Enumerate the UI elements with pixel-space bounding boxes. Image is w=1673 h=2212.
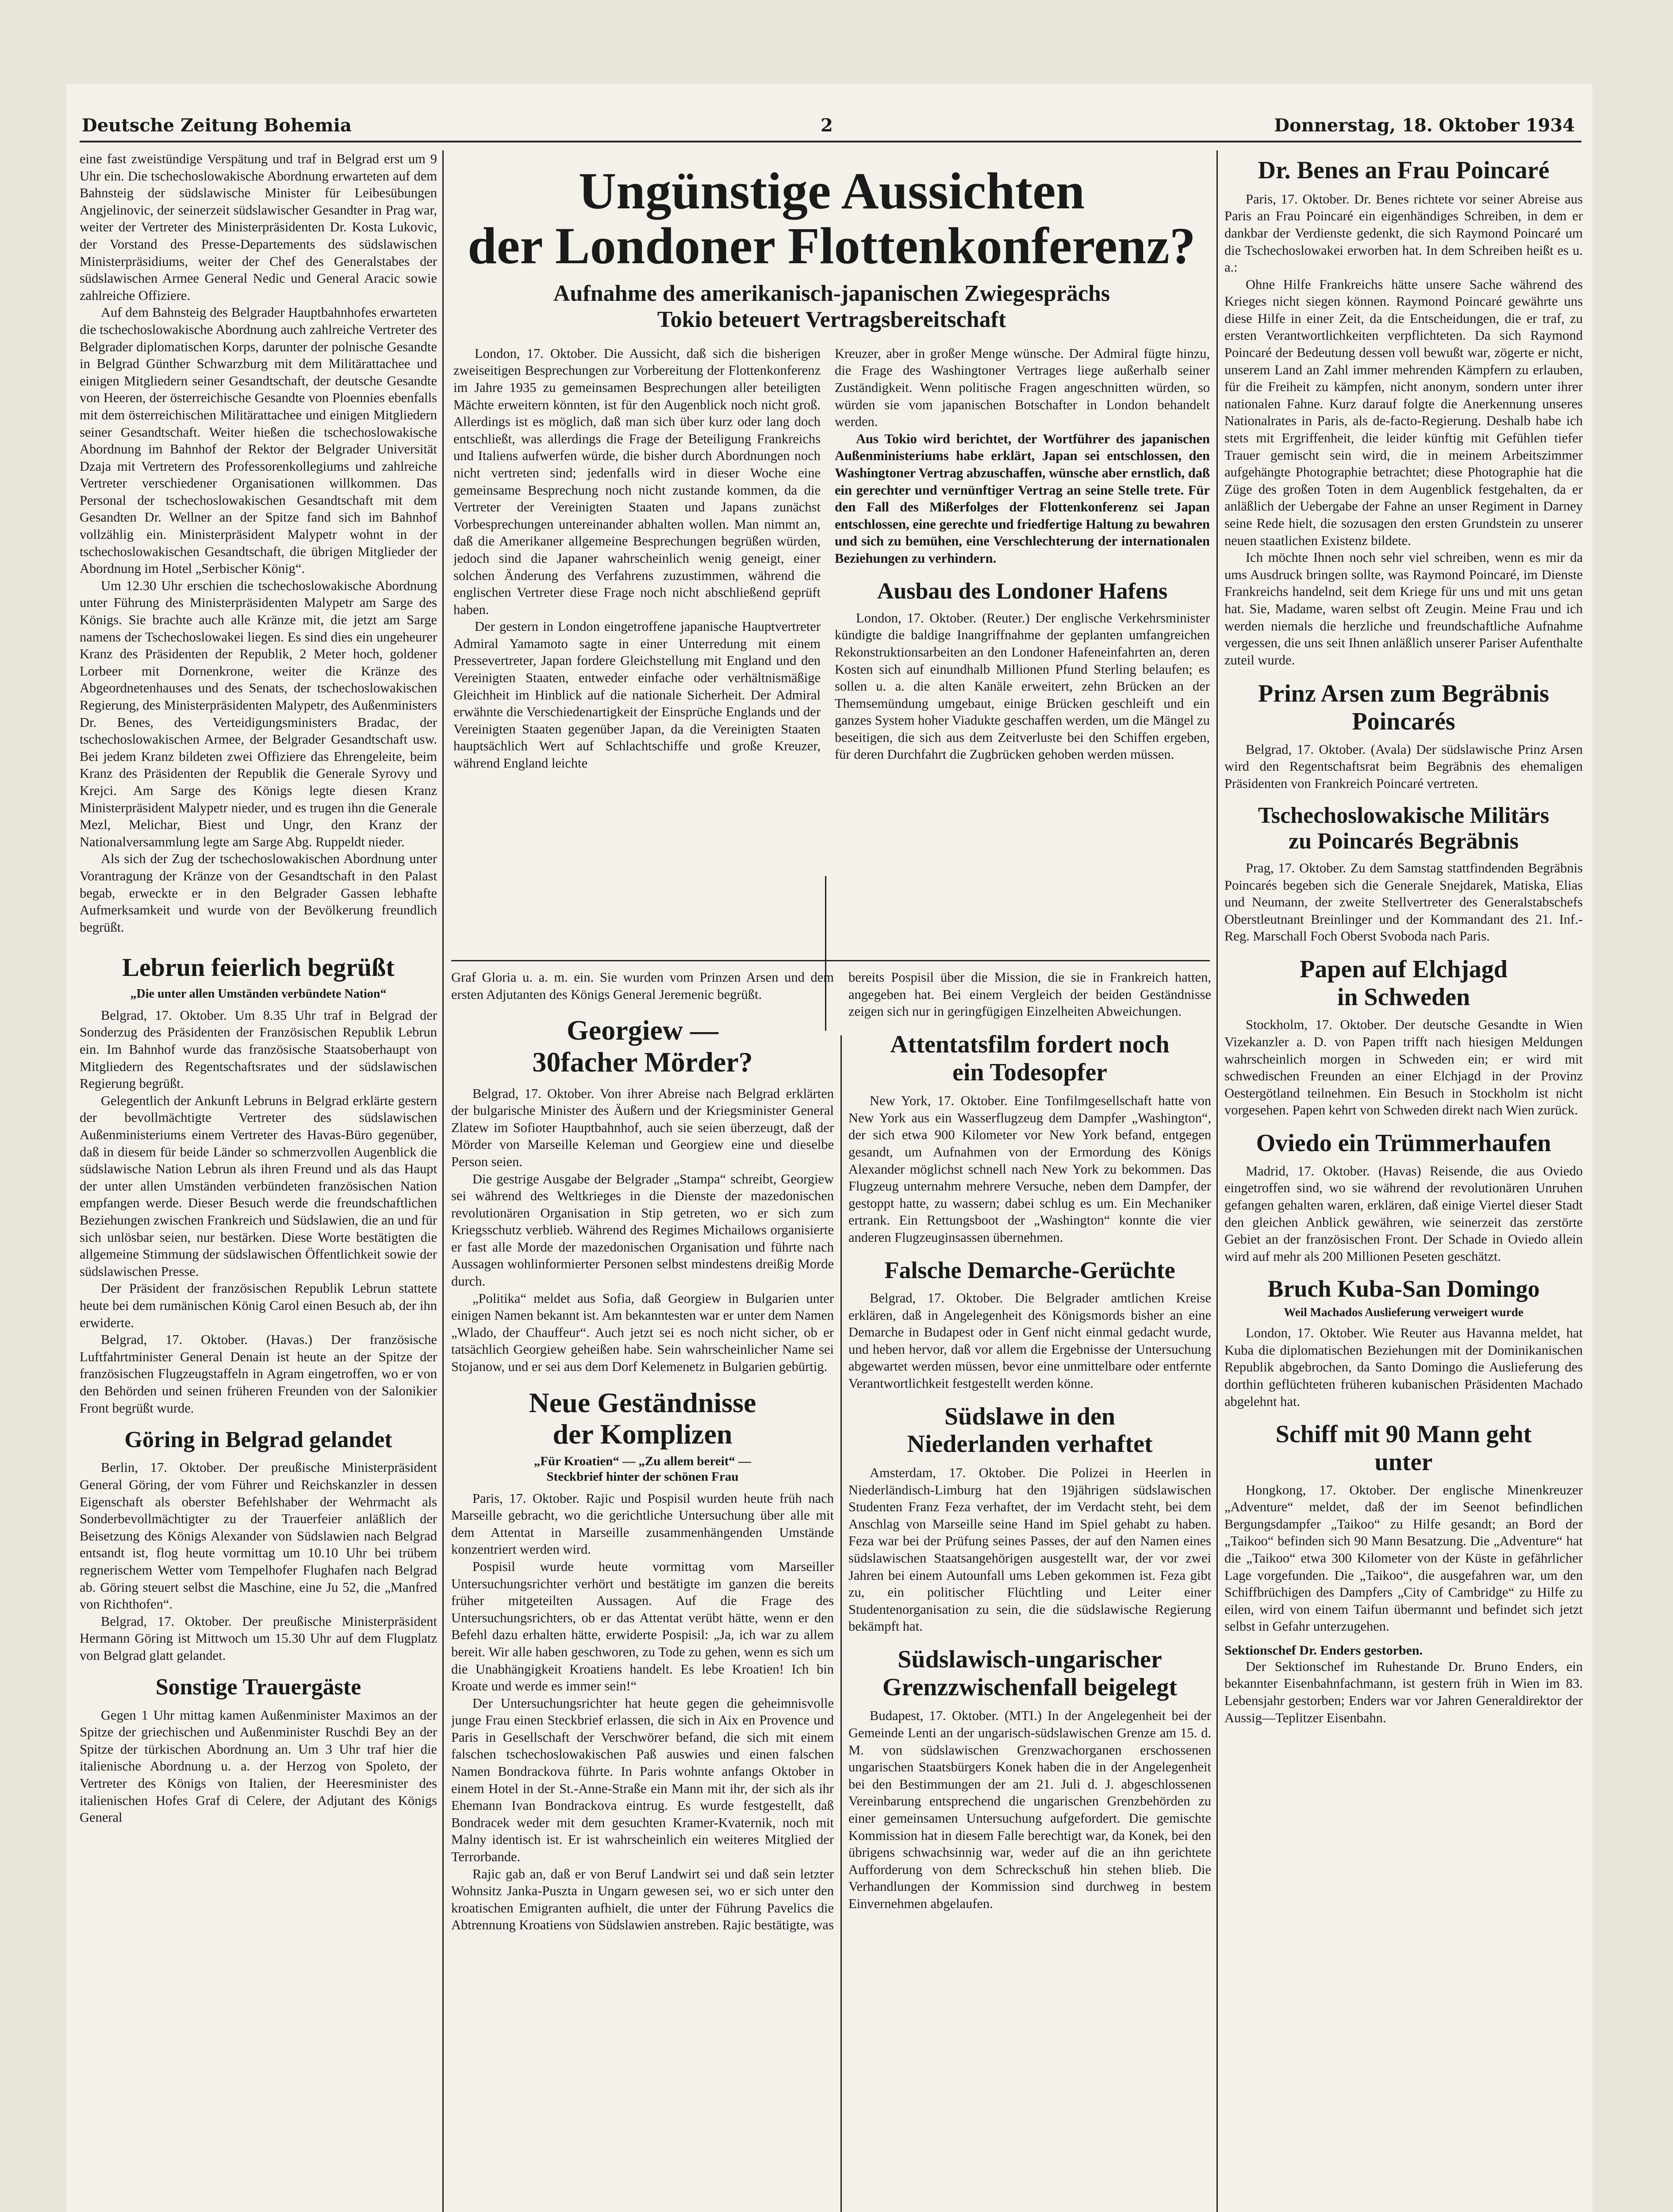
lead-subheadline-2: Tokio beteuert Vertragsbereitschaft	[657, 307, 1006, 332]
article-text: London, 17. Oktober. Wie Reuter aus Havanna meldet, hat Kuba die diplomatischen Beziehungen mit der Dominikanischen Republik abgebrochen, da Santo Domingo die Auslieferung des dorthin geflüchteten früheren kubanischen Präsidenten Machado abgelehnt hat.	[1224, 1325, 1583, 1409]
article-text: bereits Pospisil über die Mission, die sie in Frankreich hatten, angegeben hat. Bei einem Vergleich der beiden Geständnisse zeigen sich nur in geringfügigen Einzelheiten Abweichungen.	[848, 970, 1211, 1019]
column-3	[848, 969, 1211, 2212]
lead-subheadline-1: Aufnahme des amerikanisch-japanischen Zwiegesprächs	[553, 280, 1110, 306]
article-text: Belgrad, 17. Oktober. Der preußische Ministerpräsident Hermann Göring ist Mittwoch um 15.30 Uhr auf dem Flugplatz von Belgrad glatt gelandet.	[80, 1613, 437, 1663]
subheadline-komplizen-2: Steckbrief hinter der schönen Frau	[546, 1469, 739, 1484]
article-text: Budapest, 17. Oktober. (MTI.) In der Angelegenheit bei der Gemeinde Lenti an der ungarisch-südslawischen Grenze am 15. d. M. von südslawischen Grenzwachorganen erschossenen ungarischen Staatsbürgers Konek haben die in der Angelegenheit bei den Bestimmungen der am 21. Juli d. J. abgeschlossenen Vereinbarung entsprechend die ungarischen Grenzbehörden zu einer gemeinsamen Untersuchung aufgefordert. Die gemischte Kommission hat in diesem Falle berechtigt war, da Konek, bei den übrigens schwachsinnig war, weder auf die an ihn gerichtete Aufforderung von dem Schreckschuß hin stehen blieb. Die Verhandlungen der Kommission sind durchweg in bestem Einvernehmen abgelaufen.	[848, 1708, 1211, 1911]
headline-suedslawe-2: Niederlanden verhaftet	[907, 1430, 1153, 1458]
article-text: Um 12.30 Uhr erschien die tschechoslowakische Abordnung unter Führung des Ministerpräsidenten Malypetr am Sarge des Königs. Sie brachte auch alle Kränze mit, die jetzt am Sarge namens der Tschechoslowakei liegen. Es sind dies ein ungeheurer Kranz des Präsidenten der Republik, 2 Meter hoch, goldener Lorbeer mit Dornenkrone, weiter die Kränze des Abgeordnetenhauses und des Senats, der tschechoslowakischen Regierung, des Ministerpräsidenten Malypetr, des Außenministers Dr. Benes, des Verteidigungsministers Bradac, der tschechoslowakischen Armee, der Belgrader Gesandtschaft usw. Bei jedem Kranz bildeten zwei Offiziere das Ehrengeleite, beim Kranz des Präsidenten der Republik die Generale Syrovy und Krejci. Am Sarge des Königs legte diesen Kranz Ministerpräsident Malypetr nieder, und es trugen ihn die Generale Mezl, Melichar, Biest und Ungr, den Kranz der Nationalversammlung legte am Sarge Abg. Ruppeldt nieder.	[80, 578, 437, 849]
article-text: New York, 17. Oktober. Eine Tonfilmgesellschaft hatte von New York aus ein Wasserflugzeug dem Dampfer „Washington“, der sich etwa 900 Kilometer vor New York befand, entgegen gesandt, um Aufnahmen von der Ermordung des Königs Alexander möglichst schnell nach New York zu bekommen. Das Flugzeug unternahm mehrere Versuche, neben dem Dampfer, der gestoppt hatte, zu wassern; dabei schlug es um. Ein Mechaniker ertrank. Ein Rettungsboot der „Washington“ konnte die vier anderen Flugzeuginsassen übernehmen.	[848, 1093, 1211, 1245]
headline-arsen-2: Poincarés	[1352, 708, 1455, 736]
headline-trauergaeste: Sonstige Trauergäste	[155, 1674, 361, 1700]
article-text: Gelegentlich der Ankunft Lebruns in Belgrad erklärte gestern der bevollmächtigte Vertreter des südslawischen Außenministeriums einem Vertreter des Havas-Büro gegenüber, daß in diesem für beide Länder so schmerzvollen Augenblick die südslawische Nation Lebrun als ihren Freund und als das Haupt der unter allen Umständen verbündeten französischen Nation empfangen werde. Dieser Besuch werde die freundschaftlichen Beziehungen zwischen Frankreich und Südslawien, die an und für sich unlösbar seien, nur bestärken. Diese Worte bestätigten die allgemeine Stimmung der südslawischen Öffentlichkeit sowie der südslawischen Presse.	[80, 1093, 437, 1279]
article-text: Belgrad, 17. Oktober. Von ihrer Abreise nach Belgrad erklärten der bulgarische Minister des Äußern und der Kriegsminister General Zlatew im Sofioter Hauptbahnhof, auch sie seien überzeugt, daß der Mörder von Marseille Keleman und Georgiew eine und dieselbe Person seien.	[451, 1086, 834, 1169]
article-text: Der Präsident der französischen Republik Lebrun stattete heute bei dem rumänischen König Carol einen Besuch ab, der ihn erwiderte.	[80, 1281, 437, 1330]
subheadline-lebrun: „Die unter allen Umständen verbündete Nation“	[130, 987, 387, 1001]
headline-benes: Dr. Benes an Frau Poincaré	[1258, 157, 1550, 184]
article-text: Kreuzer, aber in großer Menge wünsche. Der Admiral fügte hinzu, die Frage des Washingtoner Vertrages liege außerhalb seiner Zuständigkeit. Wenn politische Fragen angeschnitten würden, so würden sie vom japanischen Botschafter in London behandelt werden.	[835, 346, 1210, 430]
article-text: Auf dem Bahnsteig des Belgrader Hauptbahnhofes erwarteten die tschechoslowakische Abordnung auch zahlreiche Vertreter des Belgrader diplomatischen Korps, darunter der polnische Gesandte in Belgrad Günther Schwarzburg mit dem Militärattachee und einigen Mitgliedern seiner Gesandtschaft, der deutsche Gesandte von Heeren, der österreichische Gesandte von Ploennies ebenfalls mit dem österreichischen Militärattachee und einigen Mitgliedern seiner Gesandtschaft. Weiter hießen die tschechoslowakische Abordnung im Bahnhof der Rektor der Belgrader Universität Dzaja mit Vertretern des Professorenkollegiums und zahlreiche Vertreter verschiedener Organisationen willkommen. Das Personal der tschechoslowakischen Gesandtschaft mit dem Gesandten Dr. Wellner an der Spitze fand sich im Bahnhof vollzählig ein. Ministerpräsident Malypetr wohnt in der tschechoslowakischen Gesandtschaft, die übrigen Mitglieder der Abordnung im Hotel „Serbischer König“.	[80, 305, 437, 576]
column-2	[451, 969, 834, 2212]
headline-arsen-1: Prinz Arsen zum Begräbnis	[1258, 680, 1549, 708]
lead-headline-line-1: Ungünstige Aussichten	[578, 162, 1085, 220]
lead-story	[453, 150, 1210, 956]
headline-grenz-1: Südslawisch-ungarischer	[898, 1645, 1162, 1673]
headline-schiff-2: unter	[1374, 1448, 1433, 1476]
article-text: Ohne Hilfe Frankreichs hätte unsere Sache während des Krieges nicht siegen können. Raymond Poincaré gewährte uns diese Hilfe in einer Zeit, da die Entscheidungen, die er traf, zu ersten Verantwortlichkeiten verpflichteten. Da sich Raymond Poincaré der Bedeutung dessen voll bewußt war, zögerte er nicht, unserem Land an Zahl immer mehrenden Kämpfern zu erlauben, für die Freiheit zu kämpfen, nicht anonym, sondern unter ihrer nationalen Fahne. Kurz darauf folgte die Anerkennung unseres Nationalrates in Paris, als de-facto-Regierung. Deshalb habe ich stets mit Ergriffenheit, die leider künftig mit Gefühlen tiefer Trauer gemischt sein wird, die in meinem Arbeitszimmer aufgehängte Photographie betrachtet; diese Photographie hat die Züge des großen Toten in dem Augenblick festgehalten, da er anläßlich der Uebergabe der Fahne an unser Regiment in Darney seine Rede hielt, die sozusagen den ersten Grundstein zu unserer neuen staatlichen Existenz bildete.	[1224, 276, 1583, 548]
article-text: Aus Tokio wird berichtet, der Wortführer des japanischen Außenministeriums habe erklärt, Japan sei entschlossen, den Washingtoner Vertrag abzuschaffen, wünsche aber ernstlich, daß ein gerechter und vernünftiger Vertrag an seine Stelle trete. Für den Fall des Mißerfolges der Flottenkonferenz sei Japan entschlossen, eine gerechte und friedfertige Haltung zu bewahren und sich zu bemühen, eine Verschlechterung der internationalen Beziehungen zu verhindern.	[835, 431, 1210, 566]
article-text: Ich möchte Ihnen noch sehr viel schreiben, wenn es mir da ums Ausdruck bringen sollte, was Raymond Poincaré, im Dienste Frankreichs handelnd, seit dem Kriege für uns und mit uns getan hat. Sie, Madame, waren selbst oft Zeugin. Meine Frau und ich werden niemals die herzliche und freundschaftliche Aufnahme vergessen, die uns seit Ihnen anläßlich unserer Pariser Aufenthalte zuteil wurde.	[1224, 550, 1583, 668]
article-text: Der gestern in London eingetroffene japanische Hauptvertreter Admiral Yamamoto sagte in einer Unterredung mit einem Pressevertreter, Japan fordere Gleichstellung mit England und den Vereinigten Staaten, entweder einfache oder verhältnismäßige Gleichheit im Hinblick auf die nationale Sicherheit. Der Admiral erwähnte die Verschiedenartigkeit der Einsprüche Englands und der Vereinigten Staaten gegenüber Japan, da die Vereinigten Staaten hauptsächlich Wert auf Schlachtschiffe und große Kreuzer, während England leichte	[453, 619, 821, 771]
column-1	[80, 150, 437, 2212]
article-text: eine fast zweistündige Verspätung und traf in Belgrad erst um 9 Uhr ein. Die tschechoslowakische Abordnung erwarteten auf dem Bahnsteig der südslawische Minister für Leibesübungen Angjelinovic, der seinerzeit südslawischer Gesandter in Prag war, weiter der Vertreter des Ministerpräsidenten Dr. Kosta Lukovic, der Vorstand des Presse-Departements des südslawischen Ministerpräsidiums, weiter der Chef des Generalstabes der südslawischen Armee General Nedic und General Aracic sowie zahlreiche Offiziere.	[80, 151, 437, 303]
issue-date: Donnerstag, 18. Oktober 1934	[1274, 115, 1575, 136]
headline-papen-1: Papen auf Elchjagd	[1300, 956, 1508, 983]
article-text: Prag, 17. Oktober. Zu dem Samstag stattfindenden Begräbnis Poincarés begeben sich die Generale Snejdarek, Matiska, Elias und Neumann, der zweite Stellvertreter des Generalstabschefs Oberstleutnant Breinlinger und der Kommandant des 21. Inf.-Reg. Marschall Foch Oberst Svoboda nach Paris.	[1224, 860, 1583, 944]
article-text: Hongkong, 17. Oktober. Der englische Minenkreuzer „Adventure“ meldet, daß der im Seenot befindlichen Bergungsdampfer „Taikoo“ zu Hilfe gesandt; an Bord der „Taikoo“ befinden sich 90 Mann Besatzung. Die „Adventure“ hat die „Taikoo“ etwa 300 Kilometer von der Küste in gefährlicher Lage vorgefunden. Die „Taikoo“, die ausgefahren war, um den Schiffbrüchigen des Dampfers „City of Cambridge“ zu Hilfe zu eilen, wird von einem Taifun übermannt und befindet sich jetzt selbst in Gefahr unterzugehen.	[1224, 1482, 1583, 1634]
article-text: Pospisil wurde heute vormittag vom Marseiller Untersuchungsrichter verhört und bestätigte im ganzen die bereits früher mitgeteilten Aussagen. Auf die Frage des Untersuchungsrichters, ob er das Attentat verübt hätte, wenn er den Befehl dazu erhalten hätte, erwiderte Pospisil: „Ja, ich war zu allem bereit. Wir alle haben geschworen, zu Tode zu gehen, wenn es sich um die Unabhängigkeit Kroatiens handelt. Es lebe Kroatien! Ich bin Kroate und werde es immer sein!“	[451, 1559, 834, 1694]
lead-bottom-rule	[451, 960, 1210, 961]
article-text: Der Untersuchungsrichter hat heute gegen die geheimnisvolle junge Frau einen Steckbrief erlassen, die sich in Aix en Provence und Paris in Gesellschaft der Verschwörer befand, die sich mit einem falschen tschechoslowakischen Paß auswies und einen falschen Namen Bondrackova führte. In Paris wohnte anfangs Oktober in einem Hotel in der St.-Anne-Straße ein Mann mit ihr, der sich als ihr Ehemann Ivan Bondrackova eintrug. Es wurde festgestellt, daß Bondracek weder mit dem gesuchten Kramer-Kvaternik, noch mit Malny identisch ist. Er ist wahrscheinlich ein weiteres Mitglied der Terrorbande.	[451, 1695, 834, 1865]
headline-film-2: ein Todesopfer	[952, 1058, 1108, 1086]
headline-militaers-1: Tschechoslowakische Militärs	[1258, 803, 1550, 828]
article-text: Madrid, 17. Oktober. (Havas) Reisende, die aus Oviedo eingetroffen sind, wo sie während der revolutionären Unruhen gefangen gehalten waren, erklären, daß einige Viertel dieser Stadt den gleichen Anblick gewähren, wie seinerzeit das zerstörte Gebiet an der französischen Front. Der Schade in Oviedo allein wird auf mehr als 200 Millionen Peseten geschätzt.	[1224, 1163, 1583, 1264]
article-text: Gegen 1 Uhr mittag kamen Außenminister Maximos an der Spitze der griechischen und Außenminister Ruschdi Bey an der Spitze der türkischen Abordnung an. Um 3 Uhr traf hier die italienische Abordnung u. a. der Herzog von Spoleto, der Vertreter des Königs von Italien, der Heeresminister des italienischen Hofes Graf di Celere, der Adjutant des Königs General	[80, 1707, 437, 1825]
headline-enders: Sektionschef Dr. Enders gestorben.	[1224, 1643, 1423, 1658]
column-rule-2	[840, 1035, 842, 2212]
article-text: Belgrad, 17. Oktober. (Avala) Der südslawische Prinz Arsen wird den Regentschaftsrat beim Begräbnis des ehemaligen Präsidenten von Frankreich Poincaré vertreten.	[1224, 741, 1583, 791]
headline-grenz-2: Grenzzwischenfall beigelegt	[882, 1673, 1178, 1701]
article-text: Der Sektionschef im Ruhestande Dr. Bruno Enders, ein bekannter Eisenbahnfachmann, ist gestern früh in Wien im 83. Lebensjahr gestorben; Enders war vor Jahren Generaldirektor der Aussig—Teplitzer Eisenbahn.	[1224, 1659, 1583, 1725]
headline-kuba: Bruch Kuba-San Domingo	[1267, 1275, 1540, 1302]
article-text: Paris, 17. Oktober. Dr. Benes richtete vor seiner Abreise aus Paris an Frau Poincaré ein eigenhändiges Schreiben, in dem er dankbar der Verdienste gedenkt, die sich Raymond Poincaré um die Tschechoslowakei erworben hat. In dem Schreiben heißt es u. a.:	[1224, 191, 1583, 275]
article-text: Rajic gab an, daß er von Beruf Landwirt sei und daß sein letzter Wohnsitz Janka-Puszta in Ungarn gewesen sei, wo er sich unter den kroatischen Emigranten aufhielt, die unter der Führung Pavelics die Abtrennung Kroatiens von Südslawien anstreben. Rajic bestätigte, was	[451, 1866, 834, 1933]
newspaper-page	[66, 84, 1592, 2212]
article-text: Als sich der Zug der tschechoslowakischen Abordnung unter Vorantragung der Kränze von der Gesandtschaft in den Palast begab, erweckte er in den Belgrader Gassen lebhafte Aufmerksamkeit und wurde von der Bevölkerung freundlich begrüßt.	[80, 851, 437, 935]
article-text: Paris, 17. Oktober. Rajic und Pospisil wurden heute früh nach Marseille gebracht, wo die gerichtliche Untersuchung über alle mit dem Attentat in Marseille zusammenhängenden Umstände konzentriert werden wird.	[451, 1490, 834, 1557]
page-number: 2	[821, 115, 833, 136]
column-4	[1224, 150, 1583, 2212]
article-text: Berlin, 17. Oktober. Der preußische Ministerpräsident General Göring, der vom Führer und Reichskanzler in dessen Eigenschaft als oberster Befehlshaber der Wehrmacht als Sonderbevollmächtigter zu der Trauerfeier anläßlich der Beisetzung des Königs Alexander von Südslawien nach Belgrad entsandt ist, flog heute vormittag um 10.10 Uhr bei trübem regnerischem Wetter vom Tempelhofer Flughafen nach Belgrad ab. Göring steuert selbst die Maschine, eine Ju 52, die „Manfred von Richthofen“.	[80, 1460, 437, 1612]
lead-headline-line-2: der Londoner Flottenkonferenz?	[468, 216, 1196, 275]
headline-goering: Göring in Belgrad gelandet	[124, 1427, 392, 1453]
headline-film-1: Attentatsfilm fordert noch	[890, 1030, 1170, 1058]
article-text: Belgrad, 17. Oktober. Um 8.35 Uhr traf in Belgrad der Sonderzug des Präsidenten der Französischen Republik Lebrun ein. Im Bahnhof wurde das französische Staatsoberhaupt von Mitgliedern des Regentschaftsrates und der südslawischen Regierung begrüßt.	[80, 1007, 437, 1091]
headline-suedslawe-1: Südslawe in den	[944, 1402, 1115, 1430]
article-text: Graf Gloria u. a. m. ein. Sie wurden vom Prinzen Arsen und dem ersten Adjutanten des Königs General Jeremenic begrüßt.	[451, 970, 834, 1002]
lead-col-b	[835, 345, 1210, 763]
article-text: „Politika“ meldet aus Sofia, daß Georgiew in Bulgarien unter einigen Namen bekannt ist. Am bekanntesten war er unter dem Namen „Wlado, der Chauffeur“. Auch jetzt sei es noch nicht sicher, ob er tatsächlich Georgiew geheißen habe. Sein wahrscheinlicher Name sei Stojanow, und er sei aus dem Dorf Kelemenetz in Bulgarien gebürtig.	[451, 1290, 834, 1375]
headline-schiff-1: Schiff mit 90 Mann geht	[1275, 1421, 1532, 1448]
paper-name: Deutsche Zeitung Bohemia	[82, 115, 352, 136]
header-rule	[80, 141, 1581, 142]
lead-col-a	[453, 345, 821, 772]
headline-papen-2: in Schweden	[1337, 983, 1470, 1011]
headline-oviedo: Oviedo ein Trümmerhaufen	[1256, 1129, 1551, 1157]
article-text: Stockholm, 17. Oktober. Der deutsche Gesandte in Wien Vizekanzler a. D. von Papen trifft nach hiesigen Meldungen wahrscheinlich morgen in Schweden ein; er wird mit schwedischen Freunden an einer Elchjagd in der Provinz Oestergötland teilnehmen. Ein Besuch in Stockholm ist nicht vorgesehen. Papen kehrt von Schweden direkt nach Wien zurück.	[1224, 1017, 1583, 1118]
subheadline-kuba: Weil Machados Auslieferung verweigert wurde	[1284, 1305, 1523, 1319]
headline-georgiew-2: 30facher Mörder?	[532, 1046, 753, 1078]
headline-militaers-2: zu Poincarés Begräbnis	[1289, 828, 1519, 854]
headline-demarche: Falsche Demarche-Gerüchte	[884, 1256, 1175, 1283]
headline-lebrun: Lebrun feierlich begrüßt	[122, 953, 395, 982]
article-text: Amsterdam, 17. Oktober. Die Polizei in Heerlen in Niederländisch-Limburg hat den 19jährigen südslawischen Studenten Franz Feza verhaftet, der im Verdacht steht, bei dem Anschlag von Marseille seine Hand im Spiel gehabt zu haben. Feza war bei der Prüfung seines Passes, der auf den Namen eines südslawischen Staatsangehörigen ausgestellt war, der vor zwei Jahren bei einem Autounfall ums Leben gekommen ist. Feza gibt zu, ein politischer Flüchtling und Leiter einer Studentenorganisation zu sein, die die südslawische Regierung bekämpft hat.	[848, 1465, 1211, 1634]
headline-hafen: Ausbau des Londoner Hafens	[877, 578, 1168, 604]
headline-komplizen-1: Neue Geständnisse	[529, 1386, 756, 1418]
headline-komplizen-2: der Komplizen	[553, 1418, 733, 1450]
column-rule-1	[442, 150, 444, 2212]
article-text: Die gestrige Ausgabe der Belgrader „Stampa“ schreibt, Georgiew sei während des Weltkrieges in die Dienste der mazedonischen revolutionären Organisation in Stip getreten, wo er sich zum Kriegsschutz verblieb. Während des Regimes Michailows organisierte er fast alle Morde der mazedonischen Organisation und führte nach Aussagen wohlinformierter Personen selbst mindestens dreißig Morde durch.	[451, 1171, 834, 1289]
column-rule-3	[1216, 150, 1218, 2212]
article-text: Belgrad, 17. Oktober. Die Belgrader amtlichen Kreise erklären, daß in Angelegenheit des Königsmords bisher an eine Demarche in Budapest oder in Genf nicht einmal gedacht wurde, und heben hervor, daß vor allem die Ergebnisse der Untersuchung abgewartet werden müssen, bevor eine unmittelbare oder entfernte Verantwortlichkeit festgestellt werden könne.	[848, 1290, 1211, 1391]
article-text: London, 17. Oktober. Die Aussicht, daß sich die bisherigen zweiseitigen Besprechungen zur Vorbereitung der Flottenkonferenz im Jahre 1935 zu gemeinsamen Besprechungen aller beteiligten Mächte erweitern könnten, ist für den Augenblick noch nicht groß. Allerdings ist es möglich, daß man sich über kurz oder lang doch entschließt, was allerdings die Frage der Beteiligung Frankreichs und Italiens aufwerfen würde, die bisher durch Abordnungen noch nicht vertreten sind; jedenfalls wird in dieser Woche eine gemeinsame Besprechung noch nicht zustande kommen, da die Vertreter der Vereinigten Staaten und Japans zunächst Vorbesprechungen untereinander abhalten wollen. Man nimmt an, daß die Amerikaner allgemeine Besprechungen begrüßen würden, jedoch sind die Japaner wahrscheinlich wenig geneigt, einer solchen Änderung des Verfahrens zuzustimmen, während die englischen Vertreter diese Frage noch nicht abschließend geprüft haben.	[453, 346, 821, 617]
article-text: London, 17. Oktober. (Reuter.) Der englische Verkehrsminister kündigte die baldige Inangriffnahme der geplanten umfangreichen Rekonstruktionsarbeiten an den Londoner Hafeneinfahrten an, deren Kosten sich auf einundhalb Millionen Pfund Sterling belaufen; es sollen u. a. die alten Kanäle erweitert, zehn Brücken an der Themsemündung umgebaut, einige Brücken geschleift und ein ganzes System hoher Viadukte geschaffen werden, um die Mängel zu beseitigen, die sich aus dem Zeitverluste bei den Schiffen ergeben, für deren Durchfahrt die Zugbrücken gehoben werden müssen.	[835, 610, 1210, 762]
article-text: Belgrad, 17. Oktober. (Havas.) Der französische Luftfahrtminister General Denain ist heute an der Spitze der französischen Flugzeugstaffeln in Agram eingetroffen, wo er von den Behörden und seinen früheren Freunden von der Salonikier Front begrüßt wurde.	[80, 1332, 437, 1416]
headline-georgiew-1: Georgiew —	[567, 1014, 718, 1046]
subheadline-komplizen-1: „Für Kroatien“ — „Zu allem bereit“ —	[533, 1454, 752, 1468]
